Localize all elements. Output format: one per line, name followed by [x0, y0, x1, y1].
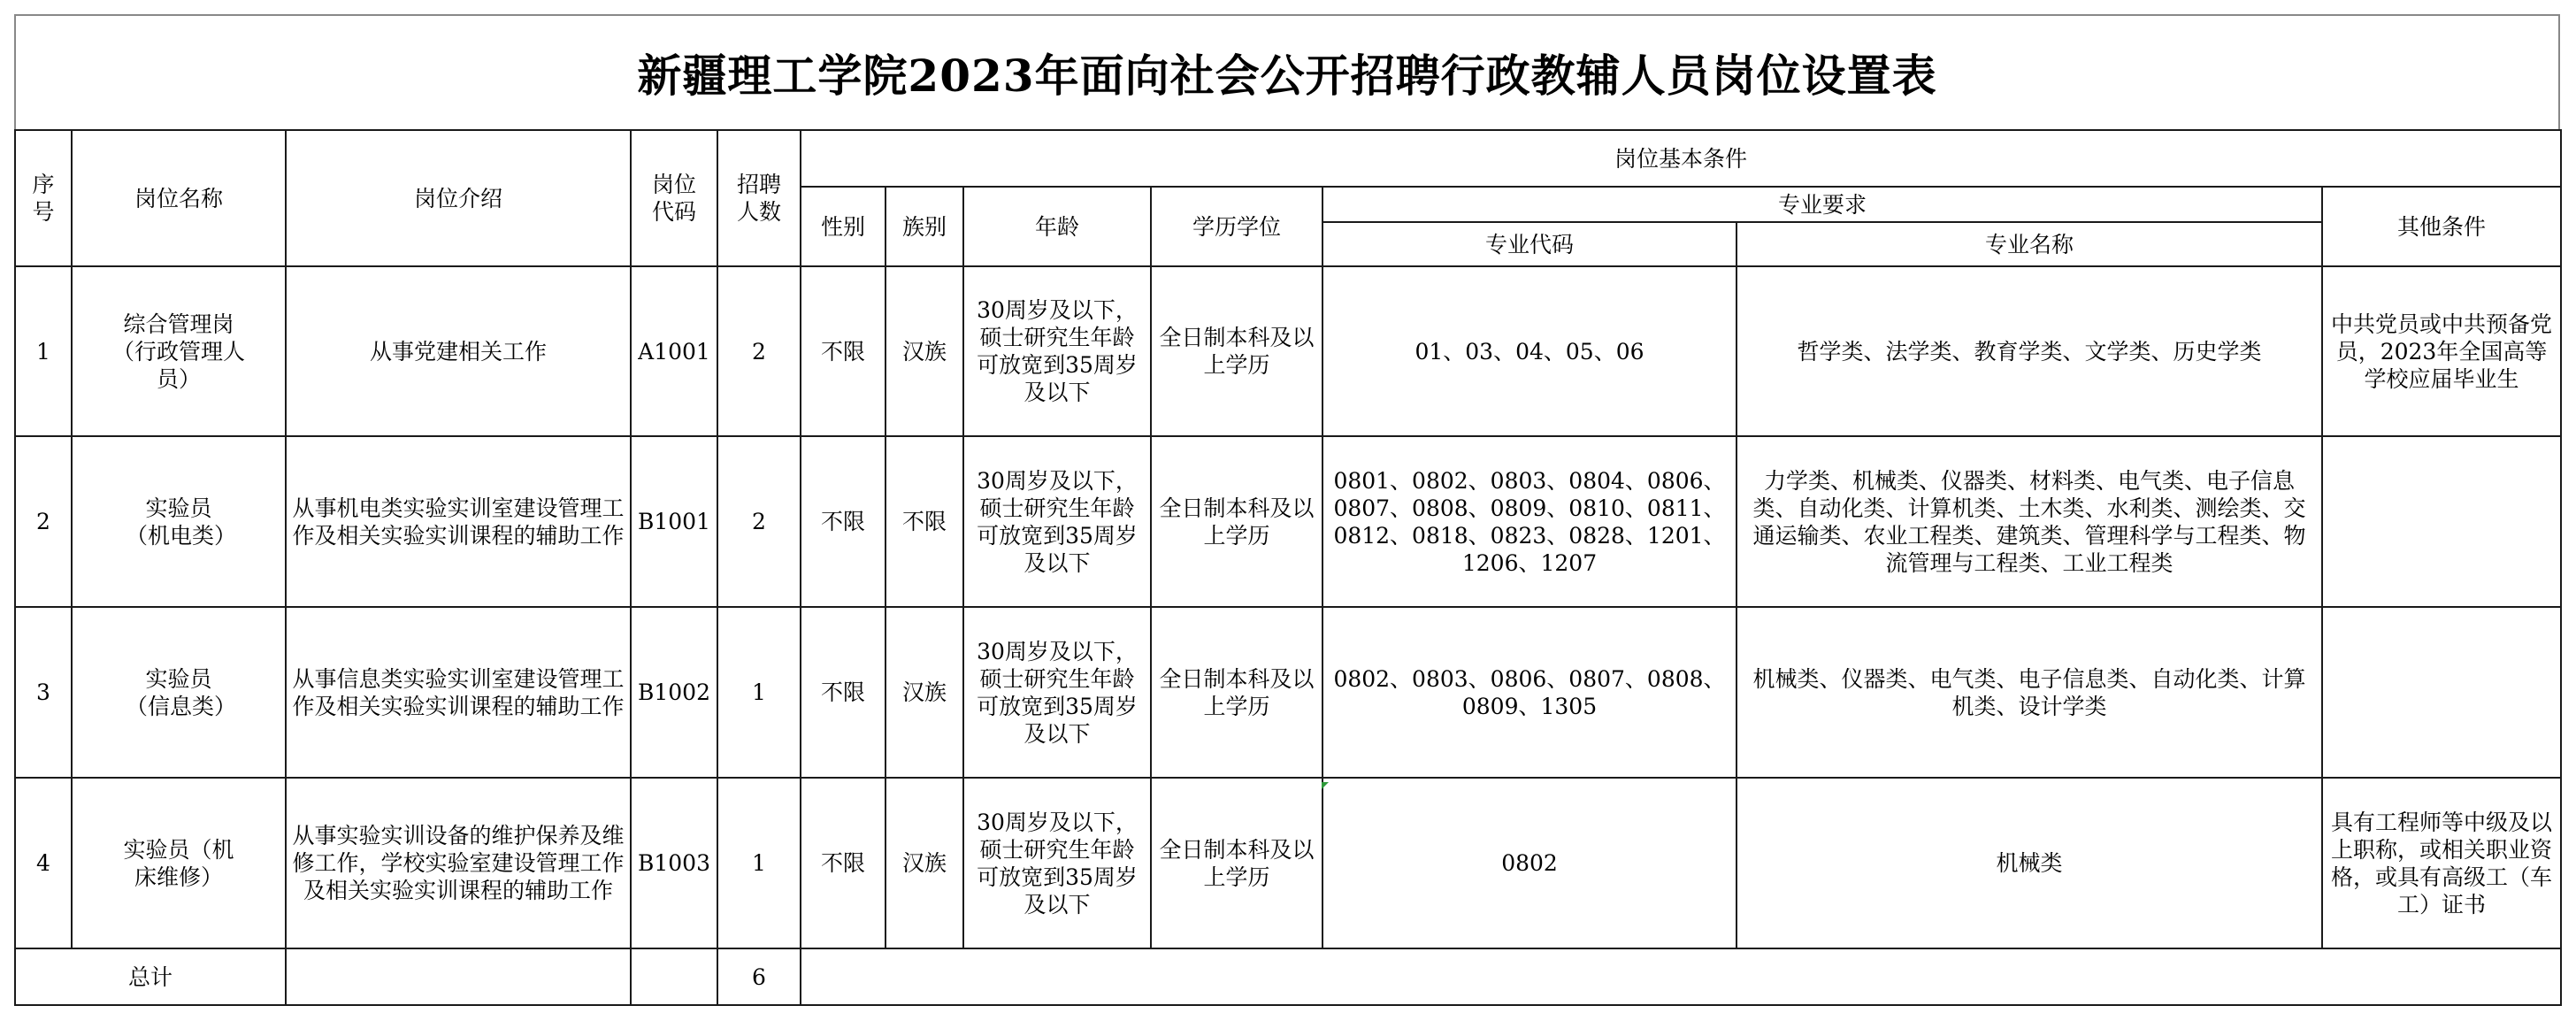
header-major-code: 专业代码 [1322, 222, 1736, 266]
header-age: 年龄 [963, 187, 1151, 266]
header-position-intro: 岗位介绍 [286, 130, 631, 266]
title-cell [14, 14, 2560, 129]
cell-other [2322, 607, 2561, 778]
cell-major-code: 0802 [1322, 778, 1736, 948]
cell-other: 中共党员或中共预备党员，2023年全国高等学校应届毕业生 [2322, 266, 2561, 436]
cell-position-code: B1001 [631, 436, 717, 607]
cell-gender: 不限 [801, 436, 886, 607]
cell-gender: 不限 [801, 607, 886, 778]
cell-education: 全日制本科及以上学历 [1151, 778, 1322, 948]
cell-ethnicity: 汉族 [886, 266, 963, 436]
cell-age: 30周岁及以下，硕士研究生年龄可放宽到35周岁及以下 [963, 607, 1151, 778]
header-seq: 序号 [15, 130, 72, 266]
cell-ethnicity: 汉族 [886, 607, 963, 778]
cell-recruit-count: 1 [717, 778, 801, 948]
header-major-name: 专业名称 [1736, 222, 2322, 266]
cell-major-name: 机械类、仪器类、电气类、电子信息类、自动化类、计算机类、设计学类 [1736, 607, 2322, 778]
header-position-name: 岗位名称 [72, 130, 286, 266]
cell-major-code: 01、03、04、05、06 [1322, 266, 1736, 436]
cell-position-code: B1003 [631, 778, 717, 948]
total-empty-conditions [801, 948, 2561, 1005]
cell-education: 全日制本科及以上学历 [1151, 436, 1322, 607]
cell-position-name: 综合管理岗（行政管理人员） [72, 266, 286, 436]
cell-ethnicity: 不限 [886, 436, 963, 607]
spreadsheet [14, 14, 2562, 1009]
table-row [15, 607, 2561, 778]
total-empty-code [631, 948, 717, 1005]
page-title: 新疆理工学院2023年面向社会公开招聘行政教辅人员岗位设置表 [637, 50, 1937, 102]
cell-gender: 不限 [801, 778, 886, 948]
header-gender: 性别 [801, 187, 886, 266]
header-other-conditions: 其他条件 [2322, 187, 2561, 266]
cell-position-code: A1001 [631, 266, 717, 436]
cell-position-intro: 从事实验实训设备的维护保养及维修工作，学校实验室建设管理工作及相关实验实训课程的辅助工作 [286, 778, 631, 948]
cell-other [2322, 436, 2561, 607]
cell-education: 全日制本科及以上学历 [1151, 607, 1322, 778]
cell-recruit-count: 2 [717, 436, 801, 607]
cell-major-code: 0802、0803、0806、0807、0808、0809、1305 [1322, 607, 1736, 778]
cell-age: 30周岁及以下，硕士研究生年龄可放宽到35周岁及以下 [963, 436, 1151, 607]
header-education: 学历学位 [1151, 187, 1322, 266]
cell-age: 30周岁及以下，硕士研究生年龄可放宽到35周岁及以下 [963, 778, 1151, 948]
cell-age: 30周岁及以下，硕士研究生年龄可放宽到35周岁及以下 [963, 266, 1151, 436]
total-label: 总计 [15, 948, 286, 1005]
cell-position-intro: 从事党建相关工作 [286, 266, 631, 436]
cell-other: 具有工程师等中级及以上职称，或相关职业资格，或具有高级工（车工）证书 [2322, 778, 2561, 948]
cell-seq: 4 [15, 778, 72, 948]
cell-position-code: B1002 [631, 607, 717, 778]
cell-position-intro: 从事信息类实验实训室建设管理工作及相关实验实训课程的辅助工作 [286, 607, 631, 778]
cell-major-code: 0801、0802、0803、0804、0806、0807、0808、0809、0810、0811、0812、0818、0823、0828、1201、1206、1207 [1322, 436, 1736, 607]
cell-seq: 2 [15, 436, 72, 607]
position-table [14, 129, 2562, 1006]
cell-education: 全日制本科及以上学历 [1151, 266, 1322, 436]
total-empty-intro [286, 948, 631, 1005]
table-row [15, 266, 2561, 436]
total-row [15, 948, 2561, 1005]
cell-recruit-count: 1 [717, 607, 801, 778]
cell-major-name: 哲学类、法学类、教育学类、文学类、历史学类 [1736, 266, 2322, 436]
header-basic-conditions: 岗位基本条件 [801, 130, 2561, 187]
header-major-requirements: 专业要求 [1322, 187, 2322, 222]
header-position-code: 岗位代码 [631, 130, 717, 266]
cell-position-name: 实验员（信息类） [72, 607, 286, 778]
cell-major-name: 力学类、机械类、仪器类、材料类、电气类、电子信息类、自动化类、计算机类、土木类、水利类、测绘类、交通运输类、农业工程类、建筑类、管理科学与工程类、物流管理与工程类、工业工程类 [1736, 436, 2322, 607]
header-ethnicity: 族别 [886, 187, 963, 266]
table-row [15, 778, 2561, 948]
table-row [15, 436, 2561, 607]
cell-recruit-count: 2 [717, 266, 801, 436]
cell-position-intro: 从事机电类实验实训室建设管理工作及相关实验实训课程的辅助工作 [286, 436, 631, 607]
cell-gender: 不限 [801, 266, 886, 436]
cell-position-name: 实验员（机电类） [72, 436, 286, 607]
cell-seq: 3 [15, 607, 72, 778]
cell-seq: 1 [15, 266, 72, 436]
total-count: 6 [717, 948, 801, 1005]
cell-ethnicity: 汉族 [886, 778, 963, 948]
cell-major-name: 机械类 [1736, 778, 2322, 948]
header-recruit-count: 招聘人数 [717, 130, 801, 266]
cell-position-name: 实验员（机床维修） [72, 778, 286, 948]
